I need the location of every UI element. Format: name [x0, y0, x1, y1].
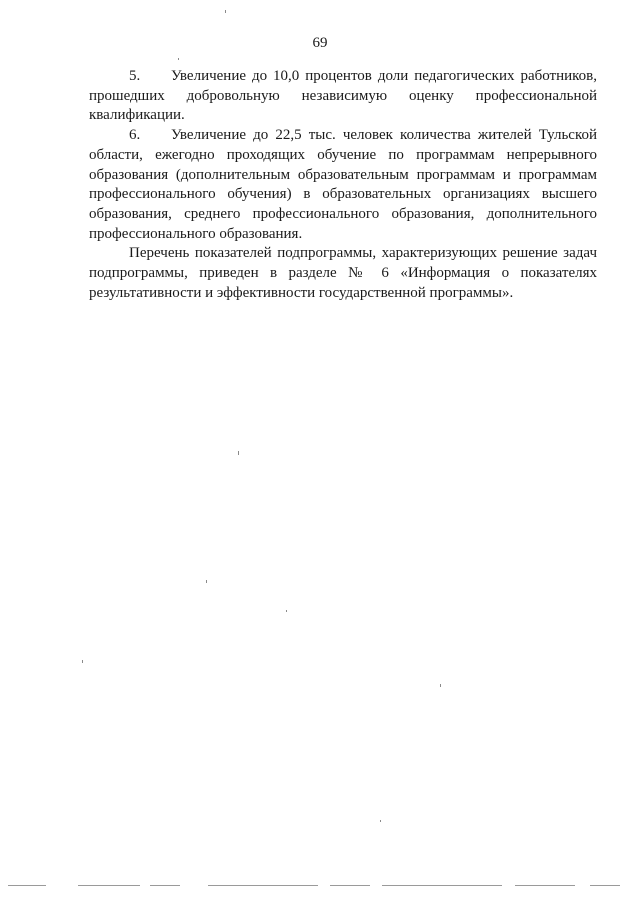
scan-speck [178, 58, 179, 60]
scan-edge-artifact [0, 884, 640, 888]
scan-speck [82, 660, 83, 663]
list-item-text: Увеличение до 10,0 процентов доли педагогических работников, прошедших добровольную независимую оценку профессиональной квалификации. [89, 68, 597, 124]
scan-speck [238, 451, 239, 455]
page-number: 69 [312, 35, 328, 51]
scan-speck [380, 820, 381, 822]
document-body [89, 67, 597, 303]
scan-speck [206, 580, 207, 583]
scan-speck [225, 10, 226, 13]
list-item-number: 6. [129, 127, 141, 144]
scan-speck [286, 610, 287, 612]
list-item-5 [89, 67, 597, 126]
summary-paragraph: Перечень показателей подпрограммы, характеризующих решение задач подпрограммы, приведен в разделе № 6 «Информация о показателях результативности и эффективности государственной программы». [89, 245, 597, 301]
list-item-number: 5. [129, 68, 141, 84]
list-item-text: Увеличение до 22,5 тыс. человек количества жителей Тульской области, ежегодно проходящих обучение по программам непрерывного образования (дополнительным образовательным программам и программам профессионального обучения) в образовательных организациях высшего образования, среднего профессионального образования, дополнительного профессионального образования. [89, 127, 597, 242]
scan-speck [440, 684, 441, 687]
list-item-6 [89, 126, 597, 244]
